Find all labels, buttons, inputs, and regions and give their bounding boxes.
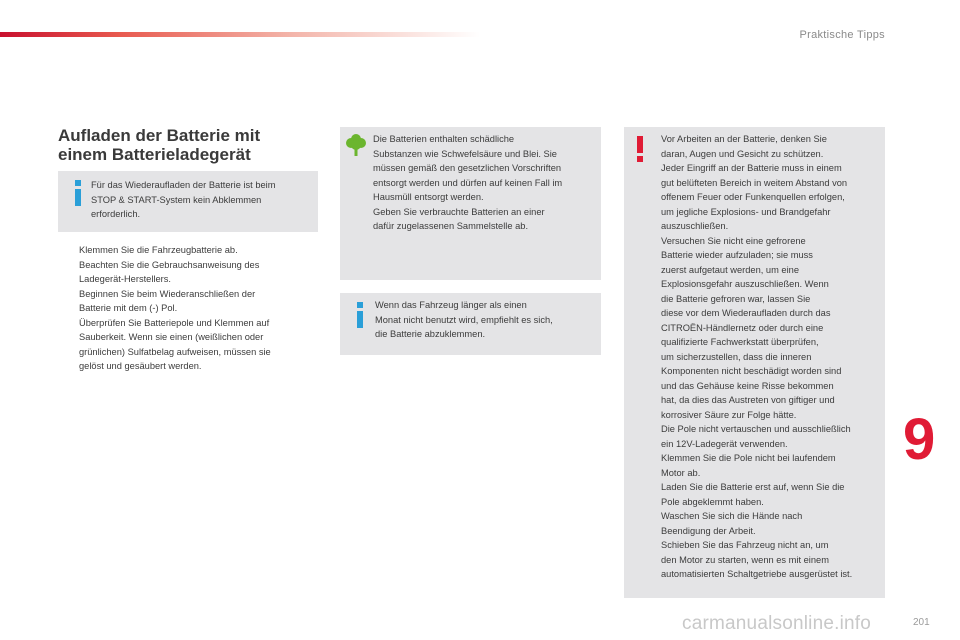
warning-note-line: Batterie wieder aufzuladen; sie muss	[661, 250, 813, 260]
warning-note-line: um jegliche Explosions- und Brandgefahr	[661, 206, 831, 217]
eco-note-line: Substanzen wie Schwefelsäure und Blei. Sie	[373, 148, 557, 159]
warning-note-line: Motor ab.	[661, 467, 701, 478]
eco-note-line: Hausmüll entsorgt werden.	[373, 192, 484, 202]
eco-note-line: entsorgt werden und dürfen auf keinen Fall im	[373, 177, 563, 188]
warning-note-line: um sicherzustellen, dass die inneren	[661, 351, 812, 362]
warning-note	[624, 127, 885, 598]
warning-note-line: zuerst aufgetaut werden, um eine	[661, 264, 799, 275]
tree-icon	[345, 133, 367, 157]
warning-note-line: Klemmen Sie die Pole nicht bei laufendem	[661, 453, 836, 463]
step-line: gelöst und gesäubert werden.	[79, 361, 202, 371]
exclamation-icon	[634, 136, 646, 162]
warning-note-text	[661, 132, 852, 582]
warning-note-line: Laden Sie die Batterie erst auf, wenn Sie die	[661, 482, 845, 492]
warning-note-line: Komponenten nicht beschädigt worden sind	[661, 366, 842, 376]
warning-note-line: korrosiver Säure zur Folge hätte.	[661, 409, 797, 420]
warning-note-line: diese vor dem Wiederaufladen durch das	[661, 308, 831, 318]
warning-note-line: CITROËN-Händlernetz oder durch eine	[661, 322, 824, 333]
steps-list	[58, 243, 318, 374]
info-icon	[72, 180, 84, 206]
list-item	[58, 316, 318, 374]
top-accent-bar	[0, 32, 480, 37]
warning-note-line: die Batterie gefroren war, lassen Sie	[661, 293, 811, 304]
warning-note-line: Versuchen Sie nicht eine gefrorene	[661, 235, 806, 246]
warning-note-line: auszuschließen.	[661, 221, 729, 231]
step-line: grünlichen) Sulfatbelag aufweisen, müssen sie	[79, 346, 271, 357]
warning-note-line: Jeder Eingriff an der Batterie muss in einem	[661, 163, 842, 173]
warning-note-line: Pole abgeklemmt haben.	[661, 496, 764, 507]
info-note-mid-line: die Batterie abzuklemmen.	[375, 329, 486, 339]
eco-note-line: dafür zugelassenen Sammelstelle ab.	[373, 221, 529, 231]
info-note-left-line: erforderlich.	[91, 209, 141, 219]
info-icon	[354, 302, 366, 328]
step-line: Ladegerät-Herstellers.	[79, 274, 171, 284]
warning-note-line: automatisierten Schaltgetriebe ausgerüstet ist.	[661, 569, 853, 579]
warning-note-line: qualifizierte Fachwerkstatt überprüfen,	[661, 337, 819, 347]
warning-note-line: Beendigung der Arbeit.	[661, 525, 756, 536]
watermark: carmanualsonline.info	[682, 613, 872, 634]
warning-note-line: Vor Arbeiten an der Batterie, denken Sie	[661, 134, 827, 144]
step-line: Beginnen Sie beim Wiederanschließen der	[79, 288, 256, 299]
list-item	[58, 258, 318, 287]
step-line: Überprüfen Sie Batteriepole und Klemmen auf	[79, 317, 270, 328]
warning-note-line: und das Gehäuse keine Risse bekommen	[661, 380, 834, 391]
step-line: Sauberkeit. Wenn sie einen (weißlichen oder	[79, 332, 264, 342]
list-item	[58, 287, 318, 316]
section-header: Praktische Tipps	[799, 29, 885, 41]
warning-note-line: Waschen Sie sich die Hände nach	[661, 511, 803, 521]
info-note-left-text	[91, 178, 275, 222]
page-number: 201	[913, 617, 930, 628]
warning-note-line: Explosionsgefahr auszuschließen. Wenn	[661, 279, 829, 289]
warning-note-line: offenem Feuer oder Funkenquellen erfolgen,	[661, 192, 845, 202]
info-note-mid	[340, 293, 601, 355]
eco-note	[340, 127, 601, 280]
page-title-line-2: einem Batterieladegerät	[58, 145, 251, 164]
eco-note-text	[373, 132, 562, 234]
info-note-left	[58, 171, 318, 232]
warning-note-line: den Motor zu starten, wenn es mit einem	[661, 554, 829, 565]
warning-note-line: Schieben Sie das Fahrzeug nicht an, um	[661, 540, 829, 550]
step-line: Klemmen Sie die Fahrzeugbatterie ab.	[79, 245, 238, 255]
page-title	[58, 126, 318, 164]
info-note-left-line: Für das Wiederaufladen der Batterie ist beim	[91, 180, 276, 190]
step-line: Batterie mit dem (-) Pol.	[79, 303, 178, 313]
step-line: Beachten Sie die Gebrauchsanweisung des	[79, 259, 260, 270]
list-item	[58, 243, 318, 258]
warning-note-line: ein 12V-Ladegerät verwenden.	[661, 438, 788, 449]
page-title-line-1: Aufladen der Batterie mit	[58, 126, 261, 145]
chapter-number: 9	[903, 407, 936, 472]
warning-note-line: daran, Augen und Gesicht zu schützen.	[661, 148, 824, 159]
info-note-mid-line: Wenn das Fahrzeug länger als einen	[375, 300, 527, 310]
info-note-mid-text	[375, 298, 553, 342]
info-note-mid-line: Monat nicht benutzt wird, empfiehlt es sich,	[375, 314, 553, 325]
warning-note-line: hat, da dies das Austreten von giftiger und	[661, 395, 835, 405]
warning-note-line: Die Pole nicht vertauschen und ausschließlich	[661, 424, 851, 434]
eco-note-line: Die Batterien enthalten schädliche	[373, 134, 515, 144]
eco-note-line: müssen gemäß den gesetzlichen Vorschriften	[373, 163, 562, 173]
warning-note-line: gut belüfteten Bereich in weitem Abstand von	[661, 177, 848, 188]
info-note-left-line: STOP & START-System kein Abklemmen	[91, 194, 262, 205]
eco-note-line: Geben Sie verbrauchte Batterien an einer	[373, 206, 545, 217]
